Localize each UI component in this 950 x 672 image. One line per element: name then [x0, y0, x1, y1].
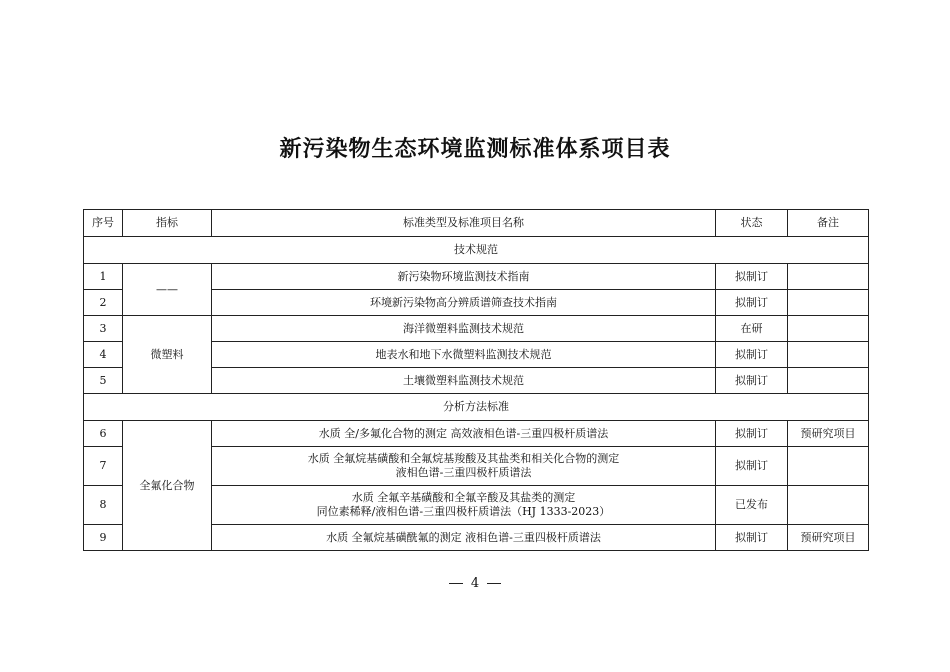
- status-cell: 拟制订: [716, 368, 788, 394]
- indicator-cell: 全氟化合物: [123, 421, 212, 551]
- column-header-indicator: 指标: [123, 210, 212, 237]
- standard-name: [212, 525, 716, 551]
- note-cell: [788, 447, 869, 486]
- section-row: [84, 237, 869, 264]
- standard-name-line: 水质 全氟烷基磺酰氟的测定 液相色谱-三重四极杆质谱法: [326, 530, 601, 544]
- status-cell: 拟制订: [716, 447, 788, 486]
- standard-name-line: 液相色谱-三重四极杆质谱法: [395, 466, 532, 479]
- note-cell: 预研究项目: [788, 525, 869, 551]
- row-number: 2: [84, 290, 123, 316]
- status-cell: 拟制订: [716, 290, 788, 316]
- row-number: 6: [84, 421, 123, 447]
- column-header-status: 状态: [716, 210, 788, 237]
- row-number: 4: [84, 342, 123, 368]
- row-number: 3: [84, 316, 123, 342]
- standard-name-line: 水质 全氟烷基磺酸和全氟烷基羧酸及其盐类和相关化合物的测定: [307, 452, 620, 465]
- standard-name: [212, 486, 716, 525]
- table-header-row: [84, 210, 869, 237]
- standard-name-line: 同位素稀释/液相色谱-三重四极杆质谱法（HJ 1333-2023）: [316, 505, 611, 518]
- table-row: [84, 421, 869, 447]
- row-number: 7: [84, 447, 123, 486]
- section-label: 分析方法标准: [84, 394, 869, 421]
- standard-name: 土壤微塑料监测技术规范: [212, 368, 716, 394]
- table-row: [84, 264, 869, 290]
- page-footer: [0, 576, 950, 591]
- standard-name-line: 水质 全氟辛基磺酸和全氟辛酸及其盐类的测定: [351, 491, 576, 504]
- column-header-no: 序号: [84, 210, 123, 237]
- note-cell: [788, 486, 869, 525]
- page-title: 新污染物生态环境监测标准体系项目表: [279, 137, 671, 162]
- section-row: [84, 394, 869, 421]
- indicator-cell: 微塑料: [123, 316, 212, 394]
- standard-name-line: 水质 全/多氟化合物的测定 高效液相色谱-三重四极杆质谱法: [318, 426, 609, 440]
- standards-table: [83, 209, 869, 551]
- standard-name: 海洋微塑料监测技术规范: [212, 316, 716, 342]
- footer-dash-right: [487, 583, 501, 584]
- status-cell: 拟制订: [716, 264, 788, 290]
- standard-name: 新污染物环境监测技术指南: [212, 264, 716, 290]
- note-cell: 预研究项目: [788, 421, 869, 447]
- row-number: 5: [84, 368, 123, 394]
- table-row: [84, 316, 869, 342]
- section-label: 技术规范: [84, 237, 869, 264]
- status-cell: 拟制订: [716, 525, 788, 551]
- footer-dash-left: [449, 583, 463, 584]
- note-cell: [788, 264, 869, 290]
- row-number: 8: [84, 486, 123, 525]
- status-cell: 拟制订: [716, 342, 788, 368]
- standard-name: 环境新污染物高分辨质谱筛查技术指南: [212, 290, 716, 316]
- note-cell: [788, 316, 869, 342]
- status-cell: 拟制订: [716, 421, 788, 447]
- note-cell: [788, 342, 869, 368]
- note-cell: [788, 290, 869, 316]
- standard-name: [212, 421, 716, 447]
- standard-name: [212, 447, 716, 486]
- status-cell: 已发布: [716, 486, 788, 525]
- standard-name: 地表水和地下水微塑料监测技术规范: [212, 342, 716, 368]
- column-header-name: 标准类型及标准项目名称: [212, 210, 716, 237]
- indicator-cell: ——: [123, 264, 212, 316]
- row-number: 9: [84, 525, 123, 551]
- note-cell: [788, 368, 869, 394]
- page-number: 4: [470, 576, 480, 591]
- column-header-note: 备注: [788, 210, 869, 237]
- row-number: 1: [84, 264, 123, 290]
- status-cell: 在研: [716, 316, 788, 342]
